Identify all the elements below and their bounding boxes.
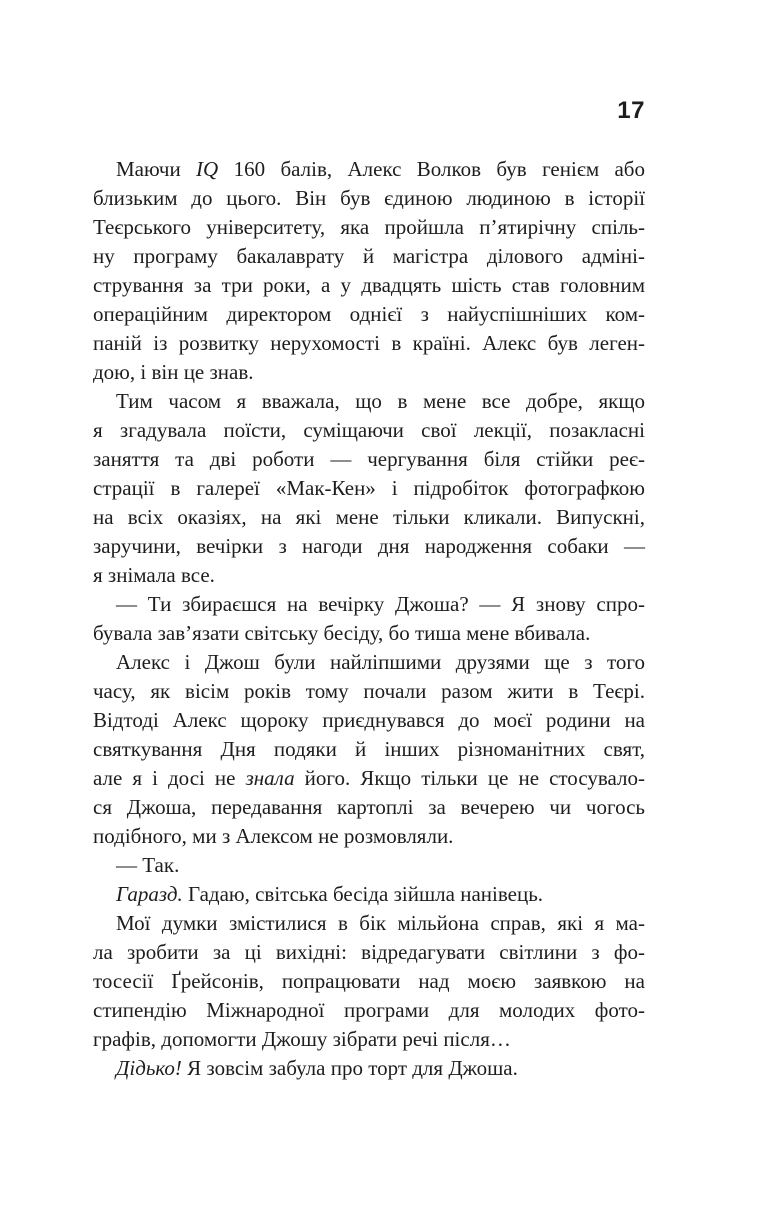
text-line: графів, допомогти Джошу зібрати речі після… [93, 1027, 511, 1051]
text-line: ся Джоша, передавання картоплі за вечерею чи чогось [93, 795, 645, 819]
text-line: Мої думки змістилися в бік мільйона справ, які я ма- [116, 911, 645, 935]
text-line: — Так. [116, 853, 180, 877]
text-line: ну програму бакалаврату й магістра ділового адміні- [93, 244, 645, 268]
paragraph [93, 1054, 645, 1083]
text-line: часу, як вісім років тому почали разом жити в Теєрі. [93, 679, 645, 703]
text-line: операційним директором однієї з найуспішніших ком- [93, 302, 645, 326]
text-line: заняття та дві роботи — чергування біля стійки реє- [93, 447, 645, 471]
text-line: Алекс і Джош були найліпшими друзями ще з того [116, 650, 645, 674]
text-line: Теєрського університету, яка пройшла п’ятирічну спіль- [93, 215, 645, 239]
text-line: Тим часом я вважала, що в мене все добре, якщо [116, 389, 645, 413]
page-number: 17 [617, 97, 645, 124]
text-line: дою, і він це знав. [93, 360, 254, 384]
text-line: Дідько! Я зовсім забула про торт для Джоша. [116, 1056, 518, 1080]
text-line: тосесії Ґрейсонів, попрацювати над моєю заявкою на [93, 969, 645, 993]
paragraph [93, 648, 645, 851]
text-line: бувала зав’язати світську бесіду, бо тиша мене вбивала. [93, 621, 591, 645]
text-line: стрування за три роки, а у двадцять шість став головним [93, 273, 645, 297]
text-line: Маючи IQ 160 балів, Алекс Волков був генієм або [116, 157, 645, 181]
paragraph [93, 155, 645, 387]
paragraph [93, 851, 645, 880]
text-line: Гаразд. Гадаю, світська бесіда зійшла нанівець. [116, 882, 544, 906]
text-line: стипендію Міжнародної програми для молодих фото- [93, 998, 645, 1022]
text-line: Відтоді Алекс щороку приєднувався до моєї родини на [93, 708, 645, 732]
text-line: заручини, вечірки з нагоди дня народження собаки — [93, 534, 645, 558]
text-block [93, 155, 645, 1083]
text-line: я знімала все. [93, 563, 215, 587]
text-line: святкування Дня подяки й інших різноманітних свят, [93, 737, 645, 761]
paragraph [93, 387, 645, 590]
text-line: але я і досі не знала його. Якщо тільки це не стосувало- [93, 766, 645, 790]
text-line: — Ти збираєшся на вечірку Джоша? — Я знову спро- [116, 592, 645, 616]
text-line: подібного, ми з Алексом не розмовляли. [93, 824, 454, 848]
text-line: близьким до цього. Він був єдиною людиною в історії [93, 186, 645, 210]
paragraph [93, 909, 645, 1054]
text-line: паній із розвитку нерухомості в країні. Алекс був леген- [93, 331, 645, 355]
text-line: страції в галереї «Мак-Кен» і підробіток фотографкою [93, 476, 645, 500]
paragraph [93, 590, 645, 648]
paragraph [93, 880, 645, 909]
text-line: ла зробити за ці вихідні: відредагувати світлини з фо- [93, 940, 645, 964]
text-line: я згадувала поїсти, суміщаючи свої лекції, позакласні [93, 418, 645, 442]
text-line: на всіх оказіях, на які мене тільки кликали. Випускні, [93, 505, 645, 529]
